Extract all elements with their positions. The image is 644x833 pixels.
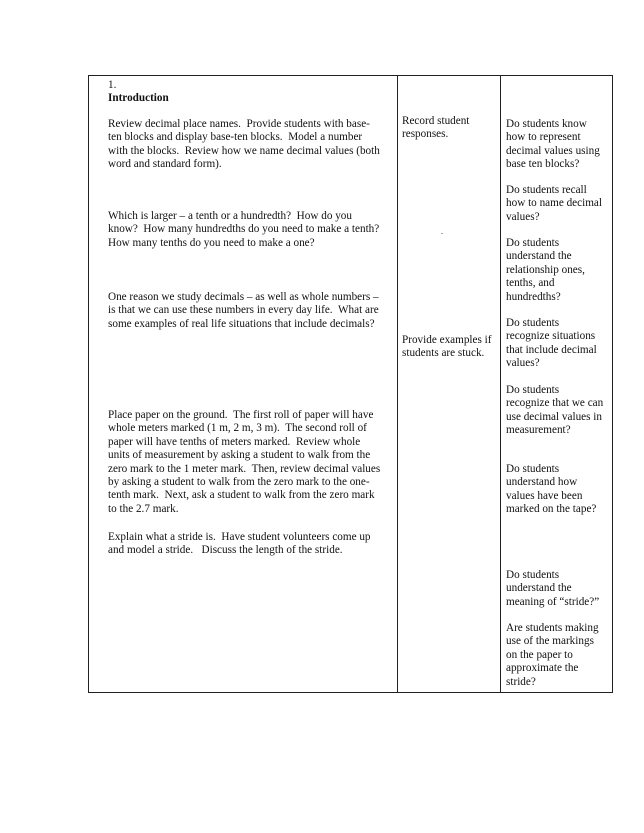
activity-stride: Explain what a stride is. Have student volunteers come up and model a stride. Discuss the length of the stride. <box>108 531 371 557</box>
activity-paper-measurement: Place paper on the ground. The first roll of paper will have whole meters marked (1 m, 2 m, 3 m). The second roll of paper will have tenths of meters marked. Review whole units of measurement by asking a student to walk from the zero mark to the 1 meter mark. Then, review decimal values by asking a student to walk from the zero mark to the one- tenth mark. Next, ask a student to walk from the zero mark to the 2.7 mark. <box>108 409 381 515</box>
question-base-ten: Do students know how to represent decimal values using base ten blocks? <box>506 118 600 171</box>
question-real-situations: Do students recognize situations that include decimal values? <box>506 317 597 370</box>
question-relationship: Do students understand the relationship ones, tenths, and hundredths? <box>506 237 585 303</box>
question-stride-meaning: Do students understand the meaning of “stride?” <box>506 569 600 608</box>
lesson-table <box>88 75 613 693</box>
activity-review-place-names: Review decimal place names. Provide students with base- ten blocks and display base-ten blocks. Model a number with the blocks. Review how we name decimal values (both word and standard form). <box>108 118 380 171</box>
column-divider-1 <box>397 76 398 692</box>
question-measurement: Do students recognize that we can use decimal values in measurement? <box>506 384 604 437</box>
question-name-decimals: Do students recall how to name decimal values? <box>506 184 602 223</box>
stray-mark: . <box>441 227 443 236</box>
note-provide-examples: Provide examples if students are stuck. <box>402 334 492 360</box>
section-title: Introduction <box>108 92 169 104</box>
question-approximate-stride: Are students making use of the markings on the paper to approximate the stride? <box>506 622 599 688</box>
step-number: 1. <box>108 79 117 91</box>
note-record-responses: Record student responses. <box>402 115 470 141</box>
activity-real-life-decimals: One reason we study decimals – as well as whole numbers – is that we can use these numbers in every day life. What are some examples of real life situations that include decimals? <box>108 291 379 330</box>
activity-tenth-vs-hundredth: Which is larger – a tenth or a hundredth? How do you know? How many hundredths do you need to make a tenth? How many tenths do you need to make a one? <box>108 210 380 249</box>
column-divider-2 <box>500 76 501 692</box>
question-tape-markings: Do students understand how values have been marked on the tape? <box>506 463 597 516</box>
